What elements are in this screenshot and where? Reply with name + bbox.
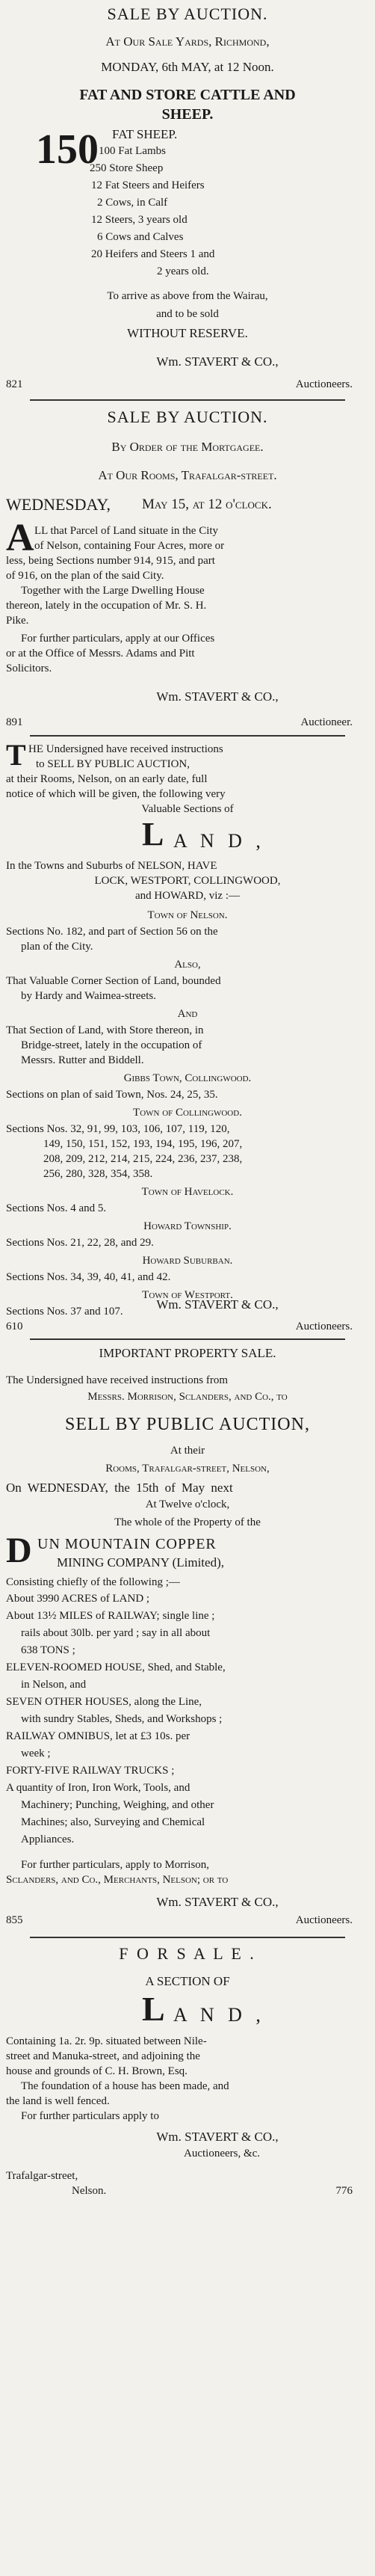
ad3-section-heading: Also,: [174, 959, 201, 971]
ad3-section-line: plan of the City.: [21, 941, 93, 953]
ad3-section-line: Sections No. 182, and part of Section 56 on the: [6, 926, 218, 938]
ad3-section-line: That Section of Land, with Store thereon, in: [6, 1024, 204, 1036]
ad4-list-item: week ;: [21, 1747, 51, 1759]
ad1-item: 12 Fat Steers and Heifers: [91, 179, 205, 191]
ad5-role: Auctioneers, &c.: [184, 2148, 261, 2160]
ad1-number: 821: [6, 378, 23, 390]
ad3-towns-line: LOCK, WESTPORT, COLLINGWOOD,: [94, 875, 281, 887]
ad1-item: 250 Store Sheep: [90, 162, 164, 174]
ad1-auctioneer: Wm. STAVERT & CO.,: [156, 354, 279, 369]
ad2-title: SALE BY AUCTION.: [107, 408, 268, 426]
ad4-consisting: Consisting chiefly of the following ;—: [6, 1576, 180, 1588]
ad4-role: Auctioneers.: [295, 1914, 353, 1926]
ad3-drop-letter: T: [6, 738, 26, 772]
ad4-list-item: 638 TONS ;: [21, 1644, 75, 1656]
ad4-list-item: A quantity of Iron, Iron Work, Tools, and: [6, 1782, 190, 1794]
ad2-rooms: At Our Rooms, Trafalgar-street.: [98, 468, 277, 482]
ad5-title: F O R S A L E .: [119, 1944, 256, 1963]
ad1-location: At Our Sale Yards, Richmond,: [105, 34, 270, 49]
ad4-list-item: in Nelson, and: [21, 1679, 87, 1691]
ad4-at-their: At their: [170, 1445, 205, 1457]
ad1-headline1: FAT AND STORE CATTLE AND: [79, 87, 296, 103]
ad1-item: 12 Steers, 3 years old: [91, 214, 188, 226]
ad2-body-line: thereon, lately in the occupation of Mr. S. H.: [6, 600, 207, 612]
ad4-list-item: About 3990 ACRES of LAND ;: [6, 1593, 150, 1605]
ad1-title: SALE BY AUCTION.: [107, 4, 268, 23]
ad5-street: Trafalgar-street,: [6, 2170, 78, 2182]
ad2-body-line: LL that Parcel of Land situate in the City: [34, 525, 219, 537]
ad3-section-line: Sections Nos. 34, 39, 40, 41, and 42.: [6, 1271, 171, 1283]
ad5-body-line: For further particulars apply to: [21, 2110, 159, 2122]
ad2-order: By Order of the Mortgagee.: [111, 440, 264, 454]
ad3-section-heading: Town of Westport.: [142, 1289, 233, 1301]
ad5-number: 776: [335, 2185, 353, 2197]
ad3-intro-line: notice of which will be given, the following very: [6, 788, 226, 800]
ad3-intro-line: to SELL BY PUBLIC AUCTION,: [36, 758, 190, 770]
ad4-list-item: FORTY-FIVE RAILWAY TRUCKS ;: [6, 1765, 175, 1777]
ad2-auctioneer: Wm. STAVERT & CO.,: [156, 689, 279, 704]
ad4-list-item: rails about 30lb. per yard ; say in all about: [21, 1627, 211, 1639]
ad3-land-rest: A N D ,: [173, 830, 265, 852]
ad4-whole: The whole of the Property of the: [114, 1516, 261, 1528]
ad2-further-line: Solicitors.: [6, 663, 52, 674]
ad3-section-line: by Hardy and Waimea-streets.: [21, 990, 156, 1002]
ad1-item: FAT SHEEP.: [112, 127, 178, 141]
ad3-section-line: 208, 209, 212, 214, 215, 224, 236, 237, 238,: [43, 1153, 243, 1165]
ad1-arrive2: and to be sold: [156, 308, 219, 320]
ad5-body-line: The foundation of a house has been made, and: [21, 2080, 229, 2092]
ad1-item: 100 Fat Lambs: [99, 145, 166, 157]
ad3-towns-line: and HOWARD, viz :—: [135, 890, 240, 902]
ad4-list-item: RAILWAY OMNIBUS, let at £3 10s. per: [6, 1730, 190, 1742]
ad2-number: 891: [6, 716, 23, 728]
ad4-auctioneer: Wm. STAVERT & CO.,: [156, 1895, 279, 1909]
ad4-date: On WEDNESDAY, the 15th of May next: [6, 1481, 233, 1495]
ad2-drop-letter: A: [6, 517, 34, 559]
ad4-list-item: About 13½ MILES of RAILWAY; single line ;: [6, 1610, 215, 1622]
ad3-intro-line: HE Undersigned have received instructions: [28, 743, 223, 755]
ad3-section-line: Bridge-street, lately in the occupation of: [21, 1039, 202, 1051]
ad3-number: 610: [6, 1321, 23, 1332]
ad4-title: IMPORTANT PROPERTY SALE.: [99, 1346, 276, 1360]
ad3-section-line: Sections Nos. 4 and 5.: [6, 1202, 107, 1214]
ad1-arrive1: To arrive as above from the Wairau,: [107, 290, 268, 302]
ad3-section-heading: Gibbs Town, Collingwood.: [123, 1072, 252, 1084]
ad4-number: 855: [6, 1914, 23, 1926]
ad3-section-heading: Town of Havelock.: [141, 1186, 234, 1198]
ad5-body-line: street and Manuka-street, and adjoining the: [6, 2050, 200, 2062]
ad1-big-number: 150: [36, 126, 99, 173]
ad3-section-line: Sections Nos. 21, 22, 28, and 29.: [6, 1237, 154, 1249]
ad2-body-line: of 916, on the plan of the said City.: [6, 570, 164, 582]
ad1-item: 2 years old.: [157, 265, 209, 277]
divider: [30, 1937, 345, 1938]
ad4-list-item: ELEVEN-ROOMED HOUSE, Shed, and Stable,: [6, 1662, 226, 1673]
ad1-date: MONDAY, 6th MAY, at 12 Noon.: [101, 60, 274, 74]
ad2-body-line: Pike.: [6, 615, 29, 627]
ad4-further-line: For further particulars, apply to Morrison,: [21, 1859, 210, 1871]
ad5-body-line: house and grounds of C. H. Brown, Esq.: [6, 2065, 188, 2077]
ad2-role: Auctioneer.: [300, 716, 353, 728]
ad3-intro-line: at their Rooms, Nelson, on an early date, full: [6, 773, 208, 785]
ad1-headline2: SHEEP.: [161, 106, 214, 123]
ad4-intro-line: Messrs. Morrison, Sclanders, and Co., to: [87, 1391, 288, 1403]
ad4-list-item: with sundry Stables, Sheds, and Workshops ;: [21, 1713, 223, 1725]
ad4-company2: MINING COMPANY (Limited),: [57, 1555, 224, 1570]
ad3-section-line: Sections on plan of said Town, Nos. 24, 25, 35.: [6, 1089, 218, 1101]
ad2-body-line: Together with the Large Dwelling House: [21, 585, 205, 597]
ad4-sell: SELL BY PUBLIC AUCTION,: [65, 1415, 310, 1434]
ad2-further-line: For further particulars, apply at our Offices: [21, 633, 215, 645]
ad3-section-line: Messrs. Rutter and Biddell.: [21, 1054, 144, 1066]
ad4-list-item: Machinery; Punching, Weighing, and other: [21, 1799, 214, 1811]
ad1-item: 20 Heifers and Steers 1 and: [91, 248, 215, 260]
divider: [30, 735, 345, 737]
ad1-role: Auctioneers.: [295, 378, 353, 390]
ad3-towns-line: In the Towns and Suburbs of NELSON, HAVE: [6, 860, 217, 872]
ad4-list-item: Machines; also, Surveying and Chemical: [21, 1816, 205, 1828]
ad5-body-line: the land is well fenced.: [6, 2095, 110, 2107]
ad2-further-line: or at the Office of Messrs. Adams and Pitt: [6, 648, 195, 660]
ad1-item: 6 Cows and Calves: [97, 231, 184, 243]
ad3-section-heading: Town of Collingwood.: [133, 1107, 242, 1119]
ad4-drop-letter: D: [6, 1531, 32, 1570]
ad1-reserve: WITHOUT RESERVE.: [127, 326, 248, 340]
ad2-body-line: of Nelson, containing Four Acres, more or: [34, 540, 225, 552]
ad3-land-big: L: [142, 816, 164, 852]
ad2-body-line: less, being Sections number 914, 915, and part: [6, 555, 215, 567]
ad5-body-line: Containing 1a. 2r. 9p. situated between Nile-: [6, 2035, 207, 2047]
ad3-section-line: Sections Nos. 32, 91, 99, 103, 106, 107, 119, 120,: [6, 1123, 230, 1135]
ad3-section-line: 149, 150, 151, 152, 193, 194, 195, 196, 207,: [43, 1138, 243, 1150]
ad2-date-left: WEDNESDAY,: [6, 495, 111, 514]
ad4-company1: UN MOUNTAIN COPPER: [37, 1536, 217, 1552]
ad3-section-heading: Town of Nelson.: [147, 909, 228, 921]
ad5-section: A SECTION OF: [145, 1974, 230, 1988]
ad4-list-item: Appliances.: [21, 1833, 75, 1845]
ad5-auctioneer: Wm. STAVERT & CO.,: [156, 2130, 279, 2144]
divider: [30, 1338, 345, 1340]
ad3-role: Auctioneers.: [295, 1321, 353, 1332]
ad3-section-line: 256, 280, 328, 354, 358.: [43, 1168, 153, 1180]
ad1-item: 2 Cows, in Calf: [97, 197, 168, 209]
ad3-section-heading: And: [177, 1008, 198, 1020]
ad4-further-line: Sclanders, and Co., Merchants, Nelson; or to: [6, 1874, 229, 1886]
ad5-land-big: L: [142, 1990, 165, 2028]
ad4-intro-line: The Undersigned have received instructions from: [6, 1374, 228, 1386]
ad3-intro-line: Valuable Sections of: [141, 803, 234, 815]
ad3-section-line: Sections Nos. 37 and 107.: [6, 1306, 123, 1318]
ad2-date-right: May 15, at 12 o'clock.: [142, 497, 272, 512]
ad3-section-heading: Howard Suburban.: [142, 1255, 233, 1267]
ad3-section-heading: Howard Township.: [143, 1220, 232, 1232]
divider: [30, 399, 345, 401]
ad3-section-line: That Valuable Corner Section of Land, bounded: [6, 975, 221, 987]
ad4-rooms: Rooms, Trafalgar-street, Nelson,: [105, 1463, 270, 1475]
ad3-auctioneer: Wm. STAVERT & CO.,: [156, 1297, 279, 1312]
ad5-land-rest: A N D ,: [173, 2004, 265, 2026]
ad4-list-item: SEVEN OTHER HOUSES, along the Line,: [6, 1696, 202, 1708]
ad4-clock: At Twelve o'clock,: [145, 1498, 230, 1510]
ad5-city: Nelson.: [72, 2185, 107, 2197]
